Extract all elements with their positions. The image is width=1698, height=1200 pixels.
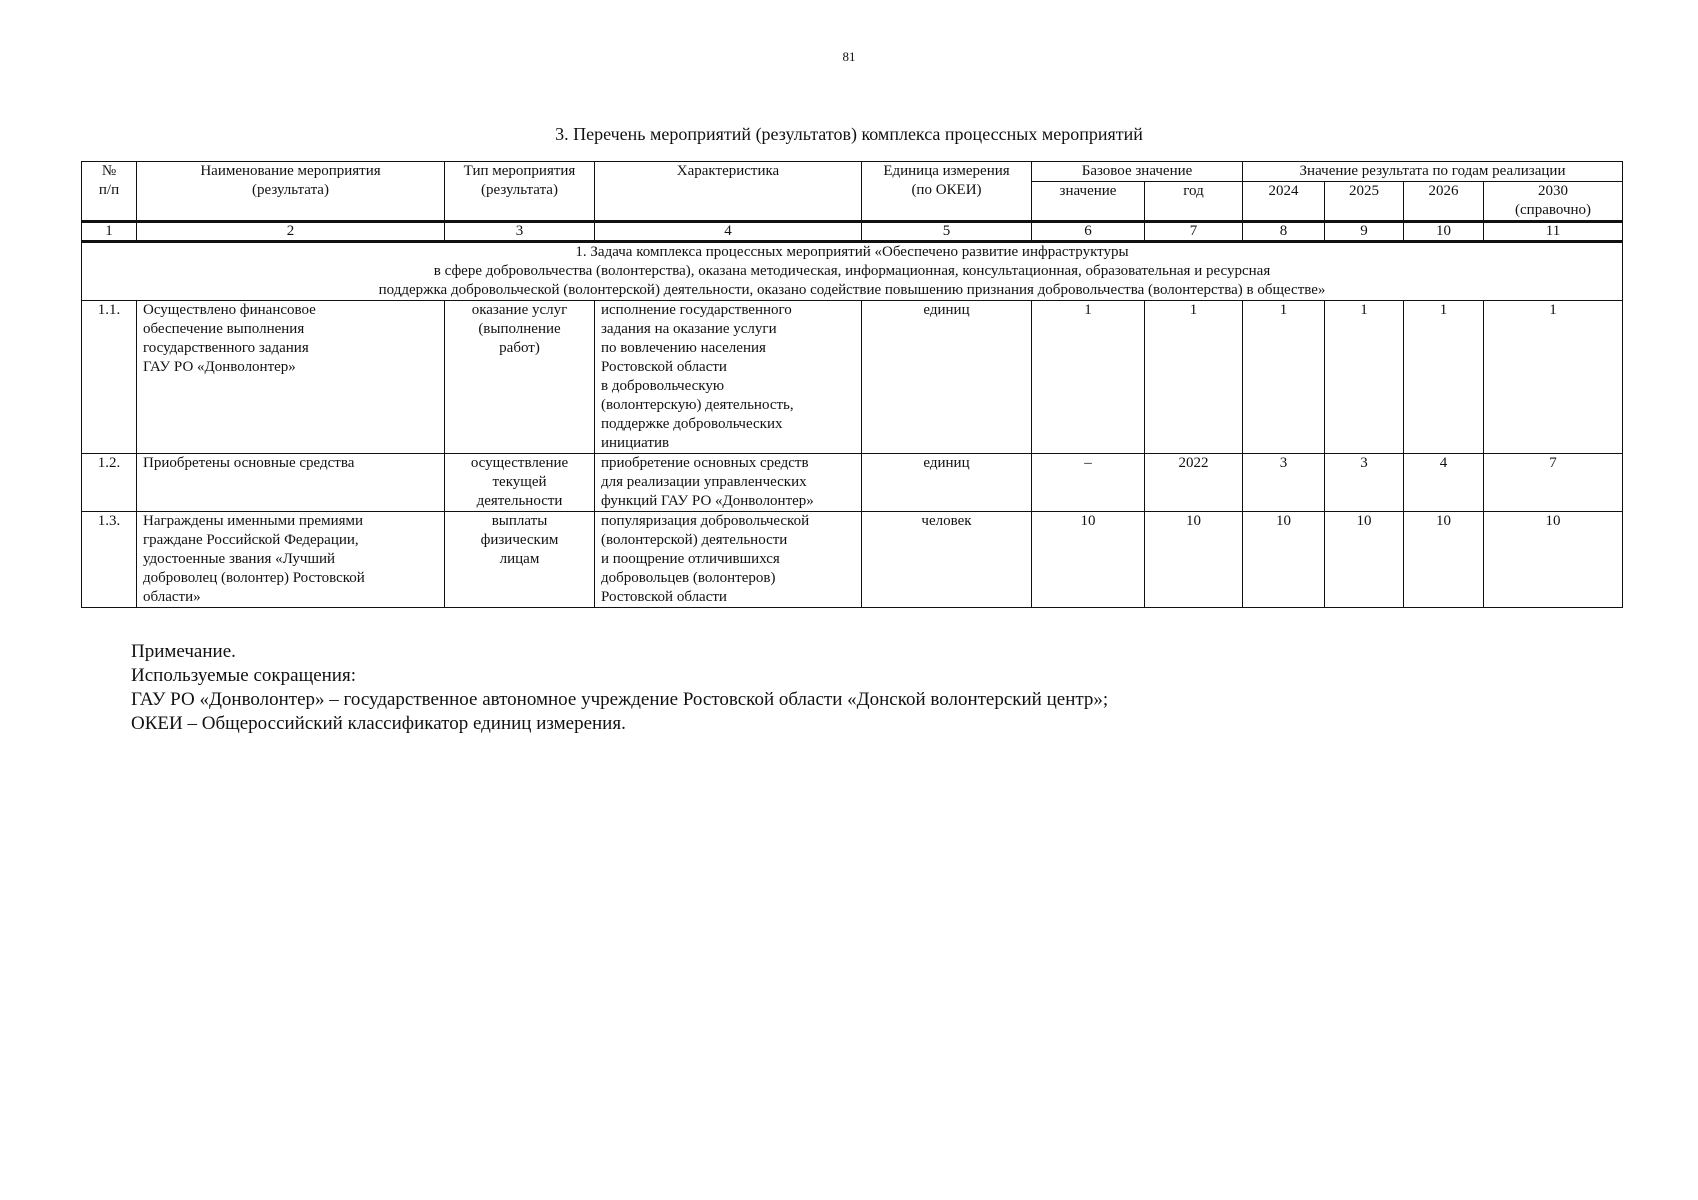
header-num: № п/п — [82, 162, 137, 222]
row-num: 1.3. — [82, 512, 137, 608]
row-type: выплаты физическим лицам — [445, 512, 595, 608]
column-number: 3 — [445, 222, 595, 242]
row-unit: единиц — [862, 454, 1032, 512]
row-characteristic: исполнение государственного задания на оказание услуги по вовлечению населения Ростовской области в добровольческую (волонтерскую) деятельность, поддержке добровольческих инициатив — [595, 301, 862, 454]
notes-block — [131, 640, 1108, 736]
header-base-year: год — [1145, 182, 1243, 222]
row-base-value: – — [1032, 454, 1145, 512]
column-number: 11 — [1484, 222, 1623, 242]
row-characteristic: приобретение основных средств для реализации управленческих функций ГАУ РО «Донволонтер» — [595, 454, 862, 512]
row-num: 1.1. — [82, 301, 137, 454]
row-type: осуществление текущей деятельности — [445, 454, 595, 512]
column-number: 6 — [1032, 222, 1145, 242]
header-unit: Единица измерения (по ОКЕИ) — [862, 162, 1032, 222]
section-title: 3. Перечень мероприятий (результатов) комплекса процессных мероприятий — [555, 124, 1143, 144]
header-year-2025: 2025 — [1325, 182, 1404, 222]
table-row — [82, 512, 1623, 608]
note-heading: Примечание. — [131, 641, 236, 662]
row-base-year: 10 — [1145, 512, 1243, 608]
task-row — [82, 242, 1623, 301]
header-base-group: Базовое значение — [1032, 162, 1243, 182]
row-2025: 10 — [1325, 512, 1404, 608]
column-number: 4 — [595, 222, 862, 242]
row-base-year: 1 — [1145, 301, 1243, 454]
abbreviation-okei: ОКЕИ – Общероссийский классификатор единиц измерения. — [131, 713, 626, 734]
column-number-row — [82, 222, 1623, 242]
row-2024: 1 — [1243, 301, 1325, 454]
row-2024: 10 — [1243, 512, 1325, 608]
row-2030: 10 — [1484, 512, 1623, 608]
column-number: 5 — [862, 222, 1032, 242]
row-unit: человек — [862, 512, 1032, 608]
header-year-2024: 2024 — [1243, 182, 1325, 222]
table-row — [82, 301, 1623, 454]
row-characteristic: популяризация добровольческой (волонтерской) деятельности и поощрение отличившихся добровольцев (волонтеров) Ростовской области — [595, 512, 862, 608]
column-number: 8 — [1243, 222, 1325, 242]
row-num: 1.2. — [82, 454, 137, 512]
column-number: 10 — [1404, 222, 1484, 242]
header-year-2030: 2030 (справочно) — [1484, 182, 1623, 222]
row-2025: 1 — [1325, 301, 1404, 454]
row-base-year: 2022 — [1145, 454, 1243, 512]
row-base-value: 1 — [1032, 301, 1145, 454]
header-base-value: значение — [1032, 182, 1145, 222]
page-number: 81 — [842, 49, 856, 64]
row-2030: 7 — [1484, 454, 1623, 512]
row-unit: единиц — [862, 301, 1032, 454]
task-description: 1. Задача комплекса процессных мероприятий «Обеспечено развитие инфраструктуры в сфере добровольчества (волонтерства), оказана методическая, информационная, консультационная, образовательная и ресурсная поддержка добровольческой (волонтерской) деятельности, оказано содействие повышению признания добровольчества (волонтерства) в обществе» — [82, 242, 1623, 301]
header-years-group: Значение результата по годам реализации — [1243, 162, 1623, 182]
row-base-value: 10 — [1032, 512, 1145, 608]
row-type: оказание услуг (выполнение работ) — [445, 301, 595, 454]
header-characteristic: Характеристика — [595, 162, 862, 222]
header-year-2026: 2026 — [1404, 182, 1484, 222]
row-name: Приобретены основные средства — [137, 454, 445, 512]
abbreviation-gau: ГАУ РО «Донволонтер» – государственное автономное учреждение Ростовской области «Донской волонтерский центр»; — [131, 689, 1109, 710]
measures-table — [81, 161, 1623, 608]
row-2026: 4 — [1404, 454, 1484, 512]
row-2030: 1 — [1484, 301, 1623, 454]
column-number: 1 — [82, 222, 137, 242]
column-number: 9 — [1325, 222, 1404, 242]
row-2026: 10 — [1404, 512, 1484, 608]
row-2025: 3 — [1325, 454, 1404, 512]
header-name: Наименование мероприятия (результата) — [137, 162, 445, 222]
abbreviations-heading: Используемые сокращения: — [131, 665, 356, 686]
table-row — [82, 454, 1623, 512]
row-2024: 3 — [1243, 454, 1325, 512]
row-2026: 1 — [1404, 301, 1484, 454]
row-name: Награждены именными премиями граждане Российской Федерации, удостоенные звания «Лучший доброволец (волонтер) Ростовской области» — [137, 512, 445, 608]
column-number: 2 — [137, 222, 445, 242]
header-row-1 — [82, 162, 1623, 182]
column-number: 7 — [1145, 222, 1243, 242]
header-type: Тип мероприятия (результата) — [445, 162, 595, 222]
row-name: Осуществлено финансовое обеспечение выполнения государственного задания ГАУ РО «Донволонтер» — [137, 301, 445, 454]
